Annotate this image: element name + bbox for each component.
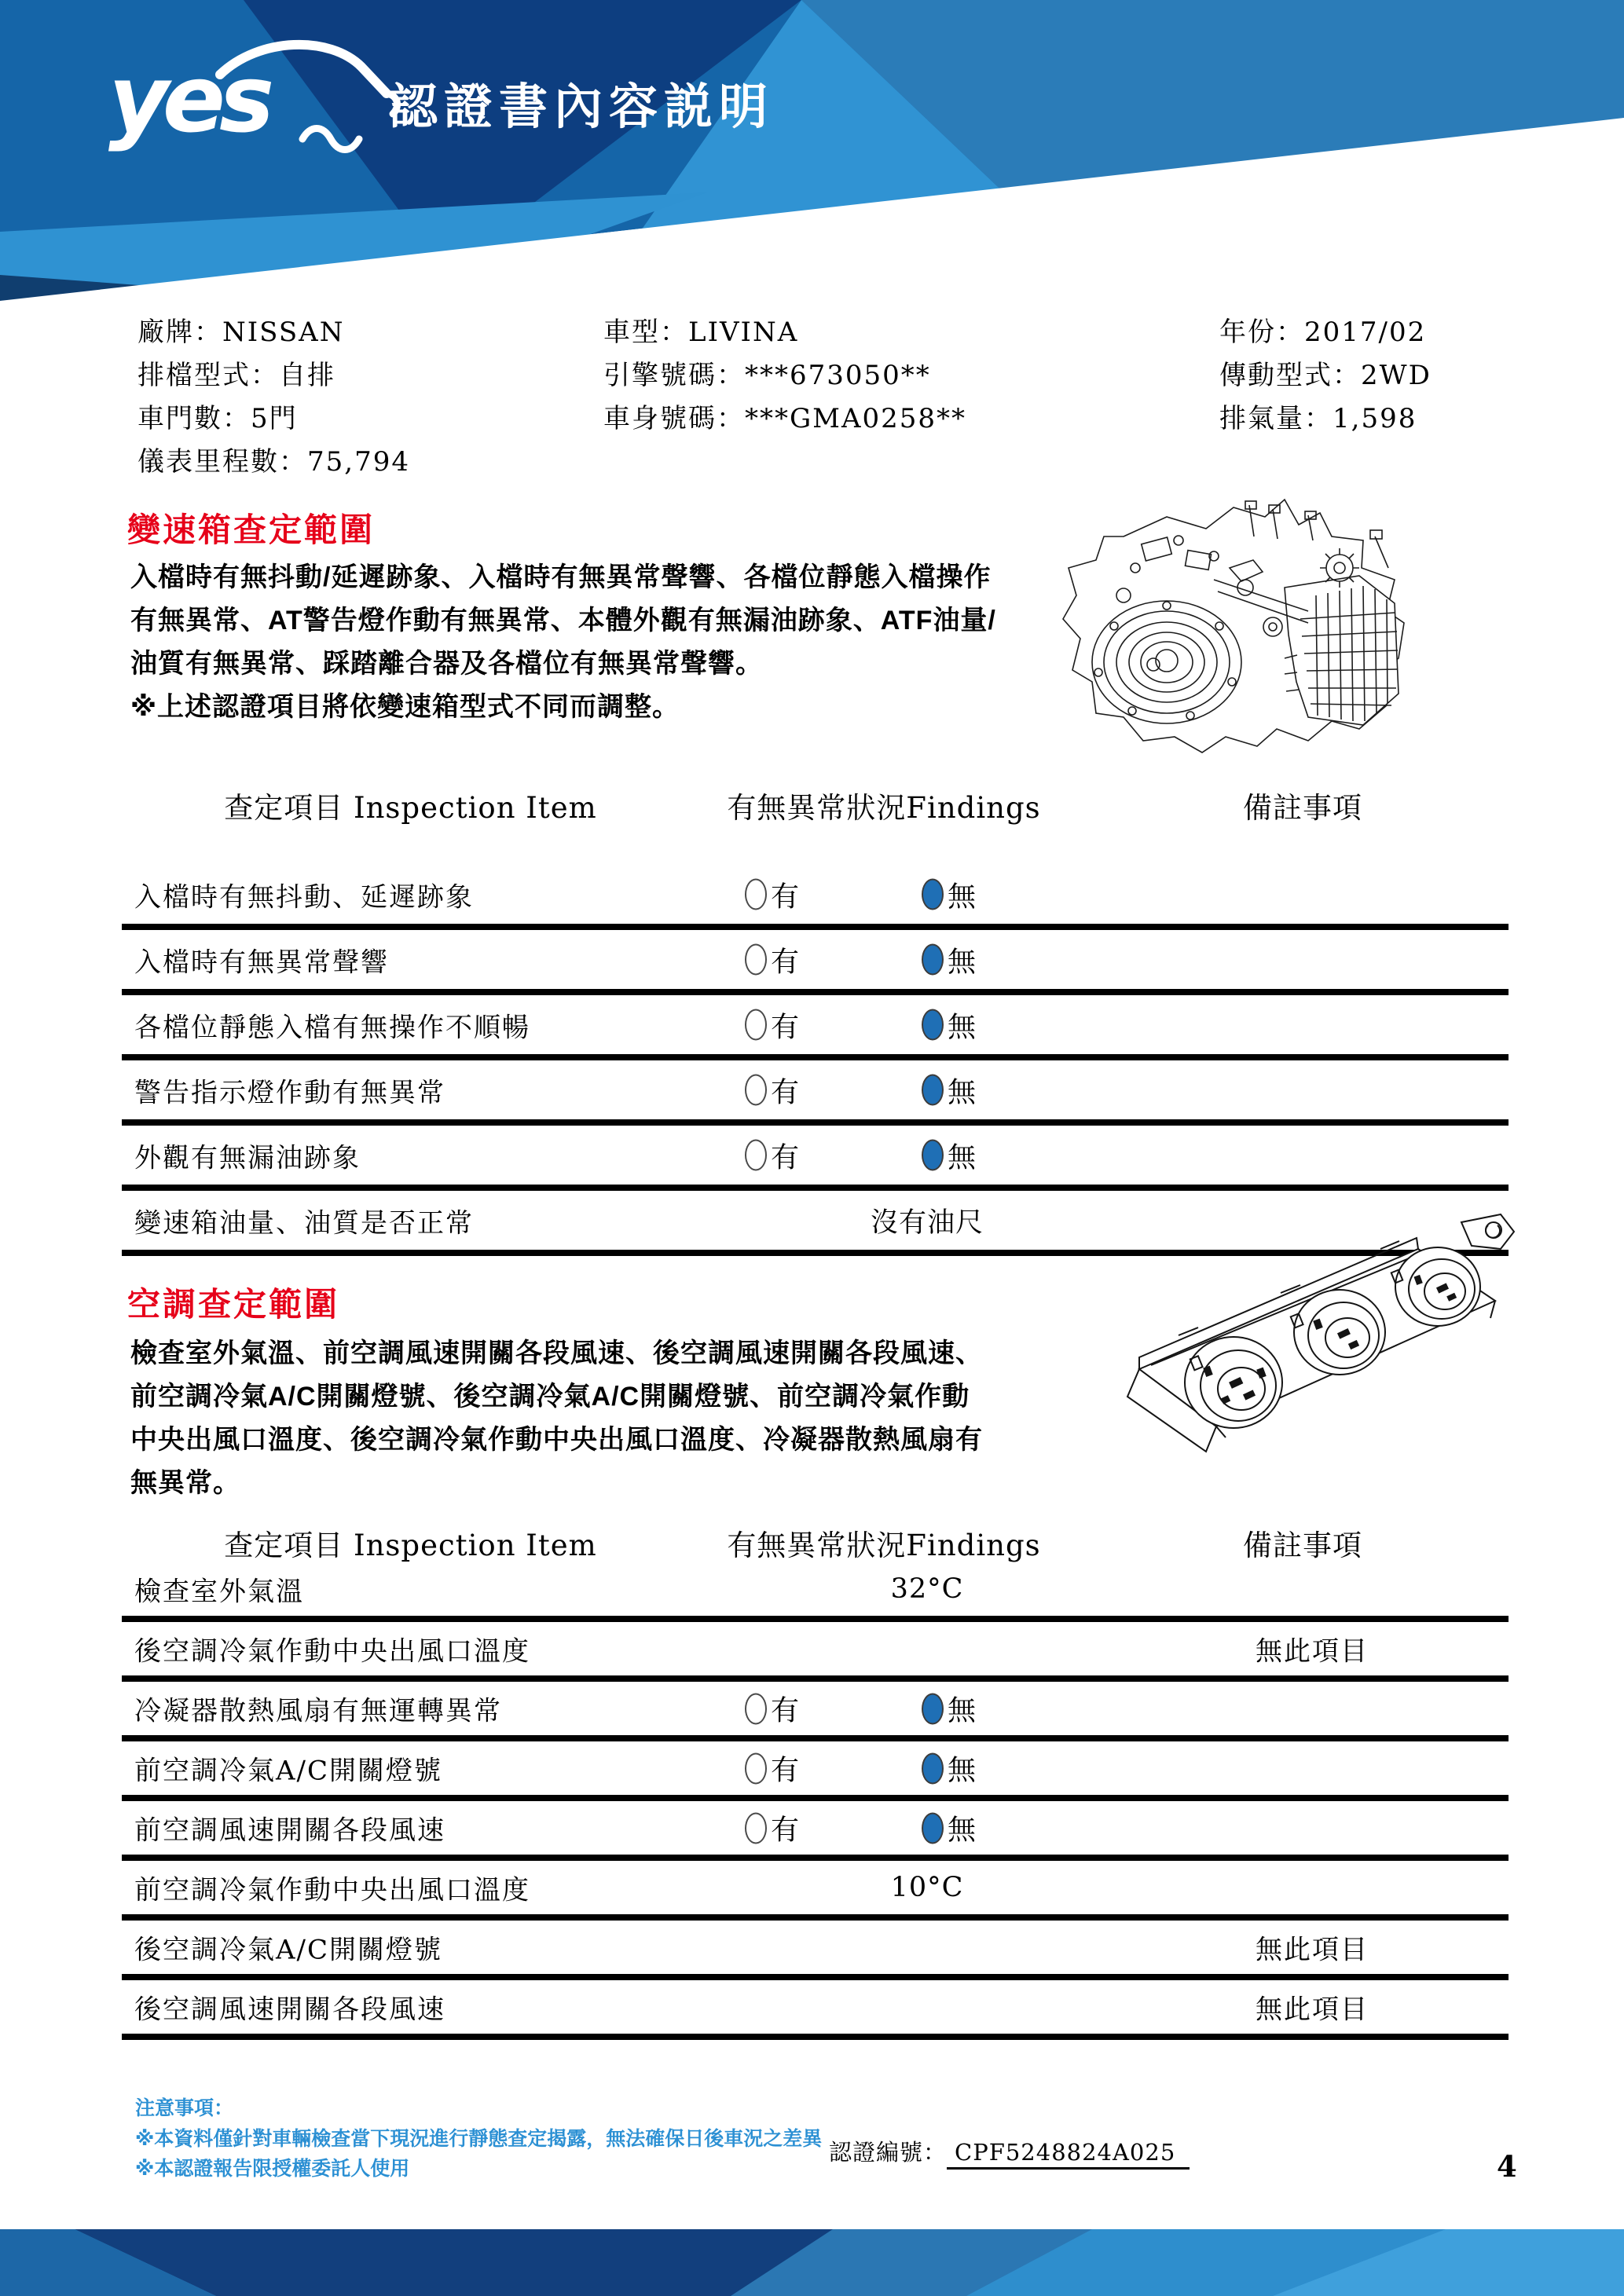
radio-yes-label: 有 [771, 1694, 800, 1727]
transmission-section-body [130, 556, 996, 729]
text-line: 傳動型式：2WD [1219, 360, 1432, 391]
radio-yes-icon [745, 1009, 767, 1041]
notes-lines [135, 2124, 822, 2184]
certificate-code: CPF5248824A025 [947, 2139, 1190, 2170]
text-line: 中央出風口溫度、後空調冷氣作動中央出風口溫度、冷凝器散熱風扇有 [130, 1425, 983, 1455]
radio-no-icon [922, 1009, 944, 1041]
radio-no-label: 無 [948, 1694, 977, 1727]
inspection-item: 變速箱油量、油質是否正常 [134, 1207, 474, 1239]
inspection-item: 檢查室外氣溫 [134, 1576, 304, 1608]
radio-yes [745, 1808, 799, 1848]
radio-no-label: 無 [948, 946, 977, 978]
radio-yes [745, 1689, 799, 1729]
inspection-item: 後空調風速開關各段風速 [134, 1994, 445, 2026]
text-line: 有無異常、AT警告燈作動有無異常、本體外觀有無漏油跡象、ATF油量/ [130, 606, 996, 635]
table-row [122, 930, 1509, 995]
radio-no-label: 無 [948, 1011, 977, 1043]
text-line: ※本資料僅針對車輛檢查當下現況進行靜態查定揭露，無法確保日後車況之差異 [135, 2128, 823, 2150]
radio-yes-icon [745, 879, 767, 910]
radio-yes-label: 有 [771, 1141, 800, 1174]
transmission-table [122, 865, 1509, 1256]
table-row [122, 1562, 1509, 1622]
radio-no-icon [922, 1693, 944, 1724]
radio-no [922, 1070, 976, 1110]
text-line: 引擎號碼：***673050** [603, 360, 931, 391]
radio-no [922, 1808, 976, 1848]
footer-banner-art [0, 2229, 1624, 2296]
vehicle-info-col3 [1219, 311, 1432, 441]
radio-no [922, 1135, 976, 1175]
notes-heading: 注意事項： [135, 2097, 234, 2119]
radio-yes-label: 有 [771, 1814, 800, 1847]
page-title: 認證書內容説明 [389, 80, 775, 134]
inspection-item: 冷凝器散熱風扇有無運轉異常 [134, 1695, 502, 1727]
certificate-label: 認證編號： [829, 2139, 948, 2166]
radio-no-icon [922, 944, 944, 976]
radio-yes [745, 1005, 799, 1045]
radio-no [922, 1689, 976, 1729]
radio-yes-icon [745, 1693, 767, 1724]
radio-yes-label: 有 [771, 1754, 800, 1787]
radio-no-label: 無 [948, 1076, 977, 1108]
certificate-number [829, 2135, 1190, 2167]
radio-yes-label: 有 [771, 946, 800, 978]
t2-header-findings: 有無異常狀況Findings [727, 1529, 1041, 1562]
radio-yes-label: 有 [771, 1011, 800, 1043]
table-row [122, 1980, 1509, 2040]
table-row [122, 995, 1509, 1060]
radio-yes [745, 939, 799, 980]
inspection-item: 各檔位靜態入檔有無操作不順暢 [134, 1012, 530, 1043]
t2-header-remark: 備註事項 [1243, 1529, 1362, 1562]
text-line: ※本認證報告限授權委託人使用 [135, 2158, 410, 2180]
inspection-item: 警告指示燈作動有無異常 [134, 1077, 445, 1108]
text-line: 廠牌：NISSAN [137, 317, 345, 348]
radio-yes-icon [745, 1140, 767, 1171]
radio-no [922, 1005, 976, 1045]
radio-yes-label: 有 [771, 1076, 800, 1108]
radio-yes [745, 1070, 799, 1110]
transmission-section-title: 變速箱查定範圍 [127, 511, 376, 548]
radio-no-label: 無 [948, 881, 977, 913]
vehicle-info-col1 [137, 311, 410, 484]
remark-value: 無此項目 [1256, 1635, 1369, 1668]
radio-no-icon [922, 1075, 944, 1106]
text-line: 排氣量：1,598 [1219, 403, 1417, 434]
yes-logo [102, 35, 401, 161]
finding-value: 32°C [890, 1573, 964, 1605]
table-row [122, 1861, 1509, 1921]
radio-no [922, 939, 976, 980]
radio-yes [745, 1749, 799, 1789]
text-line: 油質有無異常、踩踏離合器及各檔位有無異常聲響。 [130, 649, 763, 679]
t1-header-findings: 有無異常狀況Findings [727, 791, 1041, 825]
inspection-item: 後空調冷氣A/C開關燈號 [134, 1934, 443, 1966]
inspection-item: 外觀有無漏油跡象 [134, 1142, 361, 1174]
text-line: 年份：2017/02 [1219, 317, 1427, 348]
t2-header-item: 查定項目 Inspection Item [224, 1529, 597, 1562]
text-line: ※上述認證項目將依變速箱型式不同而調整。 [130, 692, 680, 722]
radio-yes [745, 874, 799, 914]
radio-no-icon [922, 879, 944, 910]
radio-no-icon [922, 1140, 944, 1171]
remark-value: 無此項目 [1256, 1934, 1369, 1966]
table-row [122, 1060, 1509, 1126]
yes-logo-text: yes [108, 45, 269, 153]
table-row [122, 1801, 1509, 1861]
inspection-item: 前空調風速開關各段風速 [134, 1814, 445, 1847]
radio-yes-icon [745, 1752, 767, 1784]
radio-no-label: 無 [948, 1814, 977, 1847]
inspection-item: 入檔時有無抖動、延遲跡象 [134, 881, 474, 913]
radio-no-icon [922, 1752, 944, 1784]
text-line: 儀表里程數：75,794 [137, 446, 410, 478]
table-row [122, 865, 1509, 930]
t1-header-item: 查定項目 Inspection Item [224, 791, 597, 825]
radio-no [922, 1749, 976, 1789]
transmission-illustration [1049, 493, 1418, 764]
text-line: 無異常。 [130, 1468, 240, 1498]
ac-panel-illustration [1104, 1200, 1528, 1467]
radio-yes-icon [745, 944, 767, 976]
text-line: 入檔時有無抖動/延遲跡象、入檔時有無異常聲響、各檔位靜態入檔操作 [130, 562, 992, 592]
page-number: 4 [1497, 2149, 1517, 2184]
inspection-item: 入檔時有無異常聲響 [134, 947, 389, 978]
table-row [122, 1622, 1509, 1682]
inspection-item: 前空調冷氣作動中央出風口溫度 [134, 1874, 530, 1906]
remark-value: 無此項目 [1256, 1994, 1369, 2026]
table-row [122, 1682, 1509, 1741]
text-line: 檢查室外氣溫、前空調風速開關各段風速、後空調風速開關各段風速、 [130, 1338, 983, 1368]
vehicle-info-col2 [603, 311, 966, 441]
ac-table [122, 1562, 1509, 2040]
text-line: 排檔型式：自排 [137, 360, 335, 391]
radio-yes [745, 1135, 799, 1175]
radio-yes-icon [745, 1812, 767, 1844]
text-line: 車身號碼：***GMA0258** [603, 403, 967, 434]
radio-no [922, 874, 976, 914]
t1-header-remark: 備註事項 [1243, 791, 1362, 825]
table-row [122, 1741, 1509, 1801]
table-row [122, 1126, 1509, 1191]
ac-section-title: 空調查定範圍 [127, 1286, 340, 1323]
ac-section-body [130, 1332, 983, 1505]
radio-yes-icon [745, 1075, 767, 1106]
finding-value: 沒有油尺 [870, 1207, 984, 1239]
inspection-item: 後空調冷氣作動中央出風口溫度 [134, 1635, 530, 1668]
car-underline-icon [302, 129, 359, 150]
notes-block [135, 2093, 822, 2184]
table-row [122, 1921, 1509, 1980]
text-line: 前空調冷氣A/C開關燈號、後空調冷氣A/C開關燈號、前空調冷氣作動 [130, 1382, 970, 1412]
radio-yes-label: 有 [771, 881, 800, 913]
text-line: 車門數：5門 [137, 403, 298, 434]
inspection-item: 前空調冷氣A/C開關燈號 [134, 1755, 443, 1787]
radio-no-label: 無 [948, 1141, 977, 1174]
text-line: 車型：LIVINA [603, 317, 799, 348]
radio-no-icon [922, 1812, 944, 1844]
finding-value: 10°C [890, 1872, 964, 1903]
radio-no-label: 無 [948, 1754, 977, 1787]
